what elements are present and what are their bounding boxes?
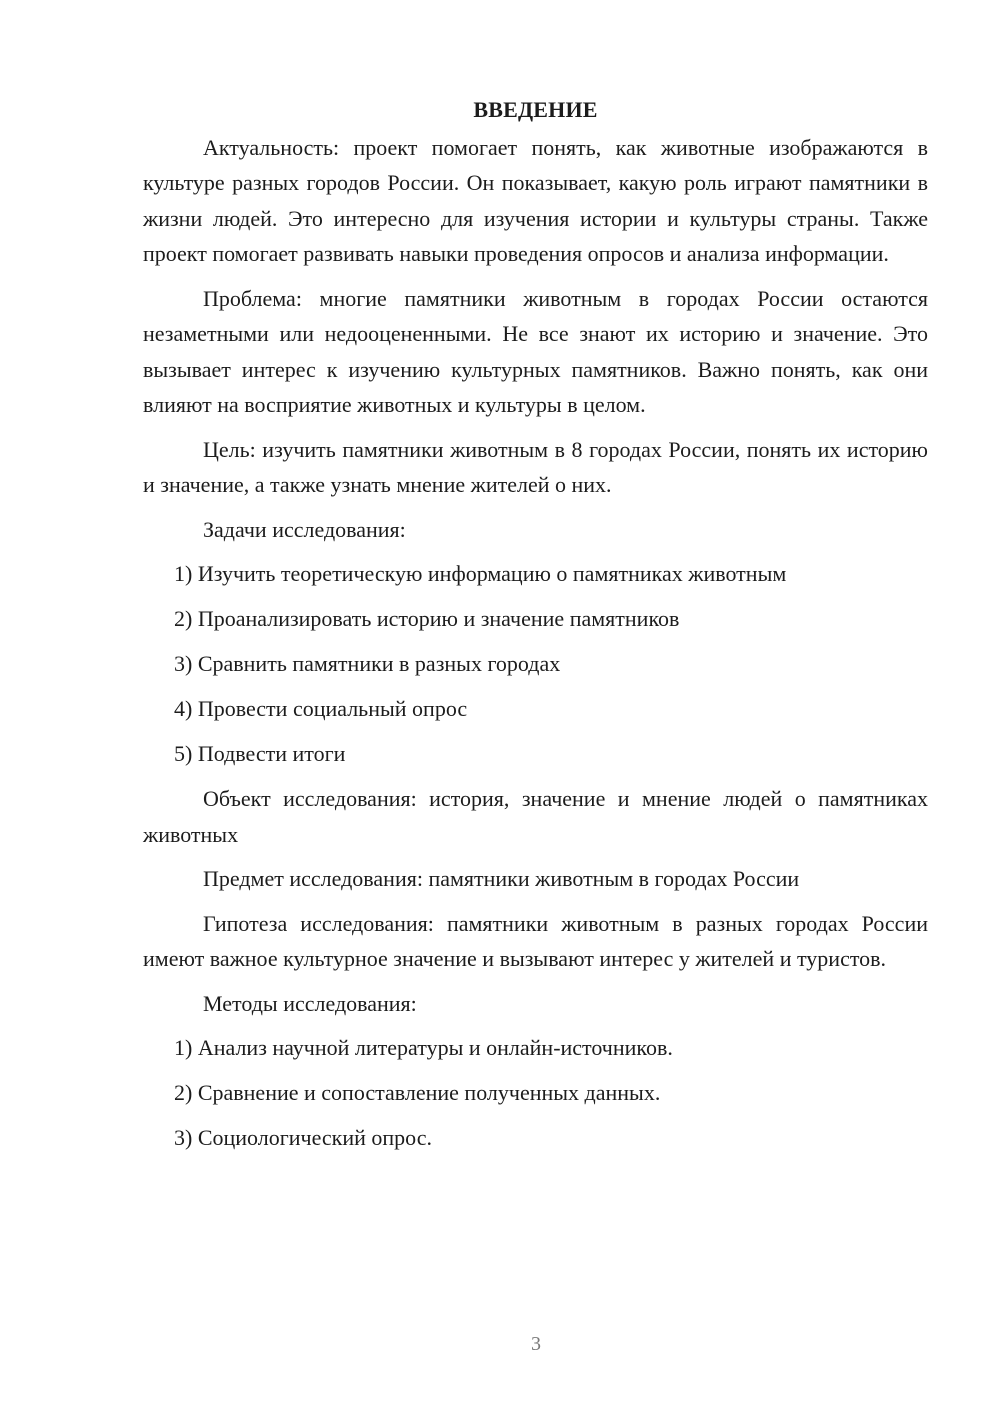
relevance-paragraph: Актуальность: проект помогает понять, как животные изображаются в культуре разных городов России. Он показывает, какую роль играют памятники в жизни людей. Это интересно для изучения истории и культуры страны. Также проект помогает развивать навыки проведения опросов и анализа информации. (143, 134, 928, 266)
list-item: 1) Анализ научной литературы и онлайн-источников. (174, 1035, 673, 1060)
subject-paragraph: Предмет исследования: памятники животным в городах России (203, 866, 800, 891)
list-item: 4) Провести социальный опрос (174, 696, 468, 721)
section-heading: ВВЕДЕНИЕ (473, 97, 598, 122)
tasks-title: Задачи исследования: (203, 516, 406, 542)
goal-paragraph: Цель: изучить памятники животным в 8 городах России, понять их историю и значение, а также узнать мнение жителей о них. (143, 436, 928, 497)
tasks-list (143, 556, 928, 772)
document-page (143, 92, 928, 1165)
methods-title: Методы исследования: (203, 990, 417, 1016)
problem-paragraph: Проблема: многие памятники животным в городах России остаются незаметными или недооцененными. Не все знают их историю и значение. Это вызывает интерес к изучению культурных памятников. Важно понять, как они влияют на восприятие животных и культуры в целом. (143, 285, 928, 417)
list-item: 3) Социологический опрос. (174, 1125, 432, 1150)
list-item: 2) Сравнение и сопоставление полученных данных. (174, 1080, 661, 1105)
list-item: 3) Сравнить памятники в разных городах (174, 651, 561, 676)
list-item: 2) Проанализировать историю и значение памятников (174, 606, 680, 631)
page-number: 3 (531, 1333, 541, 1355)
object-paragraph: Объект исследования: история, значение и мнение людей о памятниках животных (143, 786, 928, 847)
list-item: 1) Изучить теоретическую информацию о памятниках животным (174, 561, 787, 586)
methods-list (143, 1030, 928, 1156)
hypothesis-paragraph: Гипотеза исследования: памятники животным в разных городах России имеют важное культурное значение и вызывают интерес у жителей и туристов. (143, 910, 928, 971)
list-item: 5) Подвести итоги (174, 741, 346, 766)
